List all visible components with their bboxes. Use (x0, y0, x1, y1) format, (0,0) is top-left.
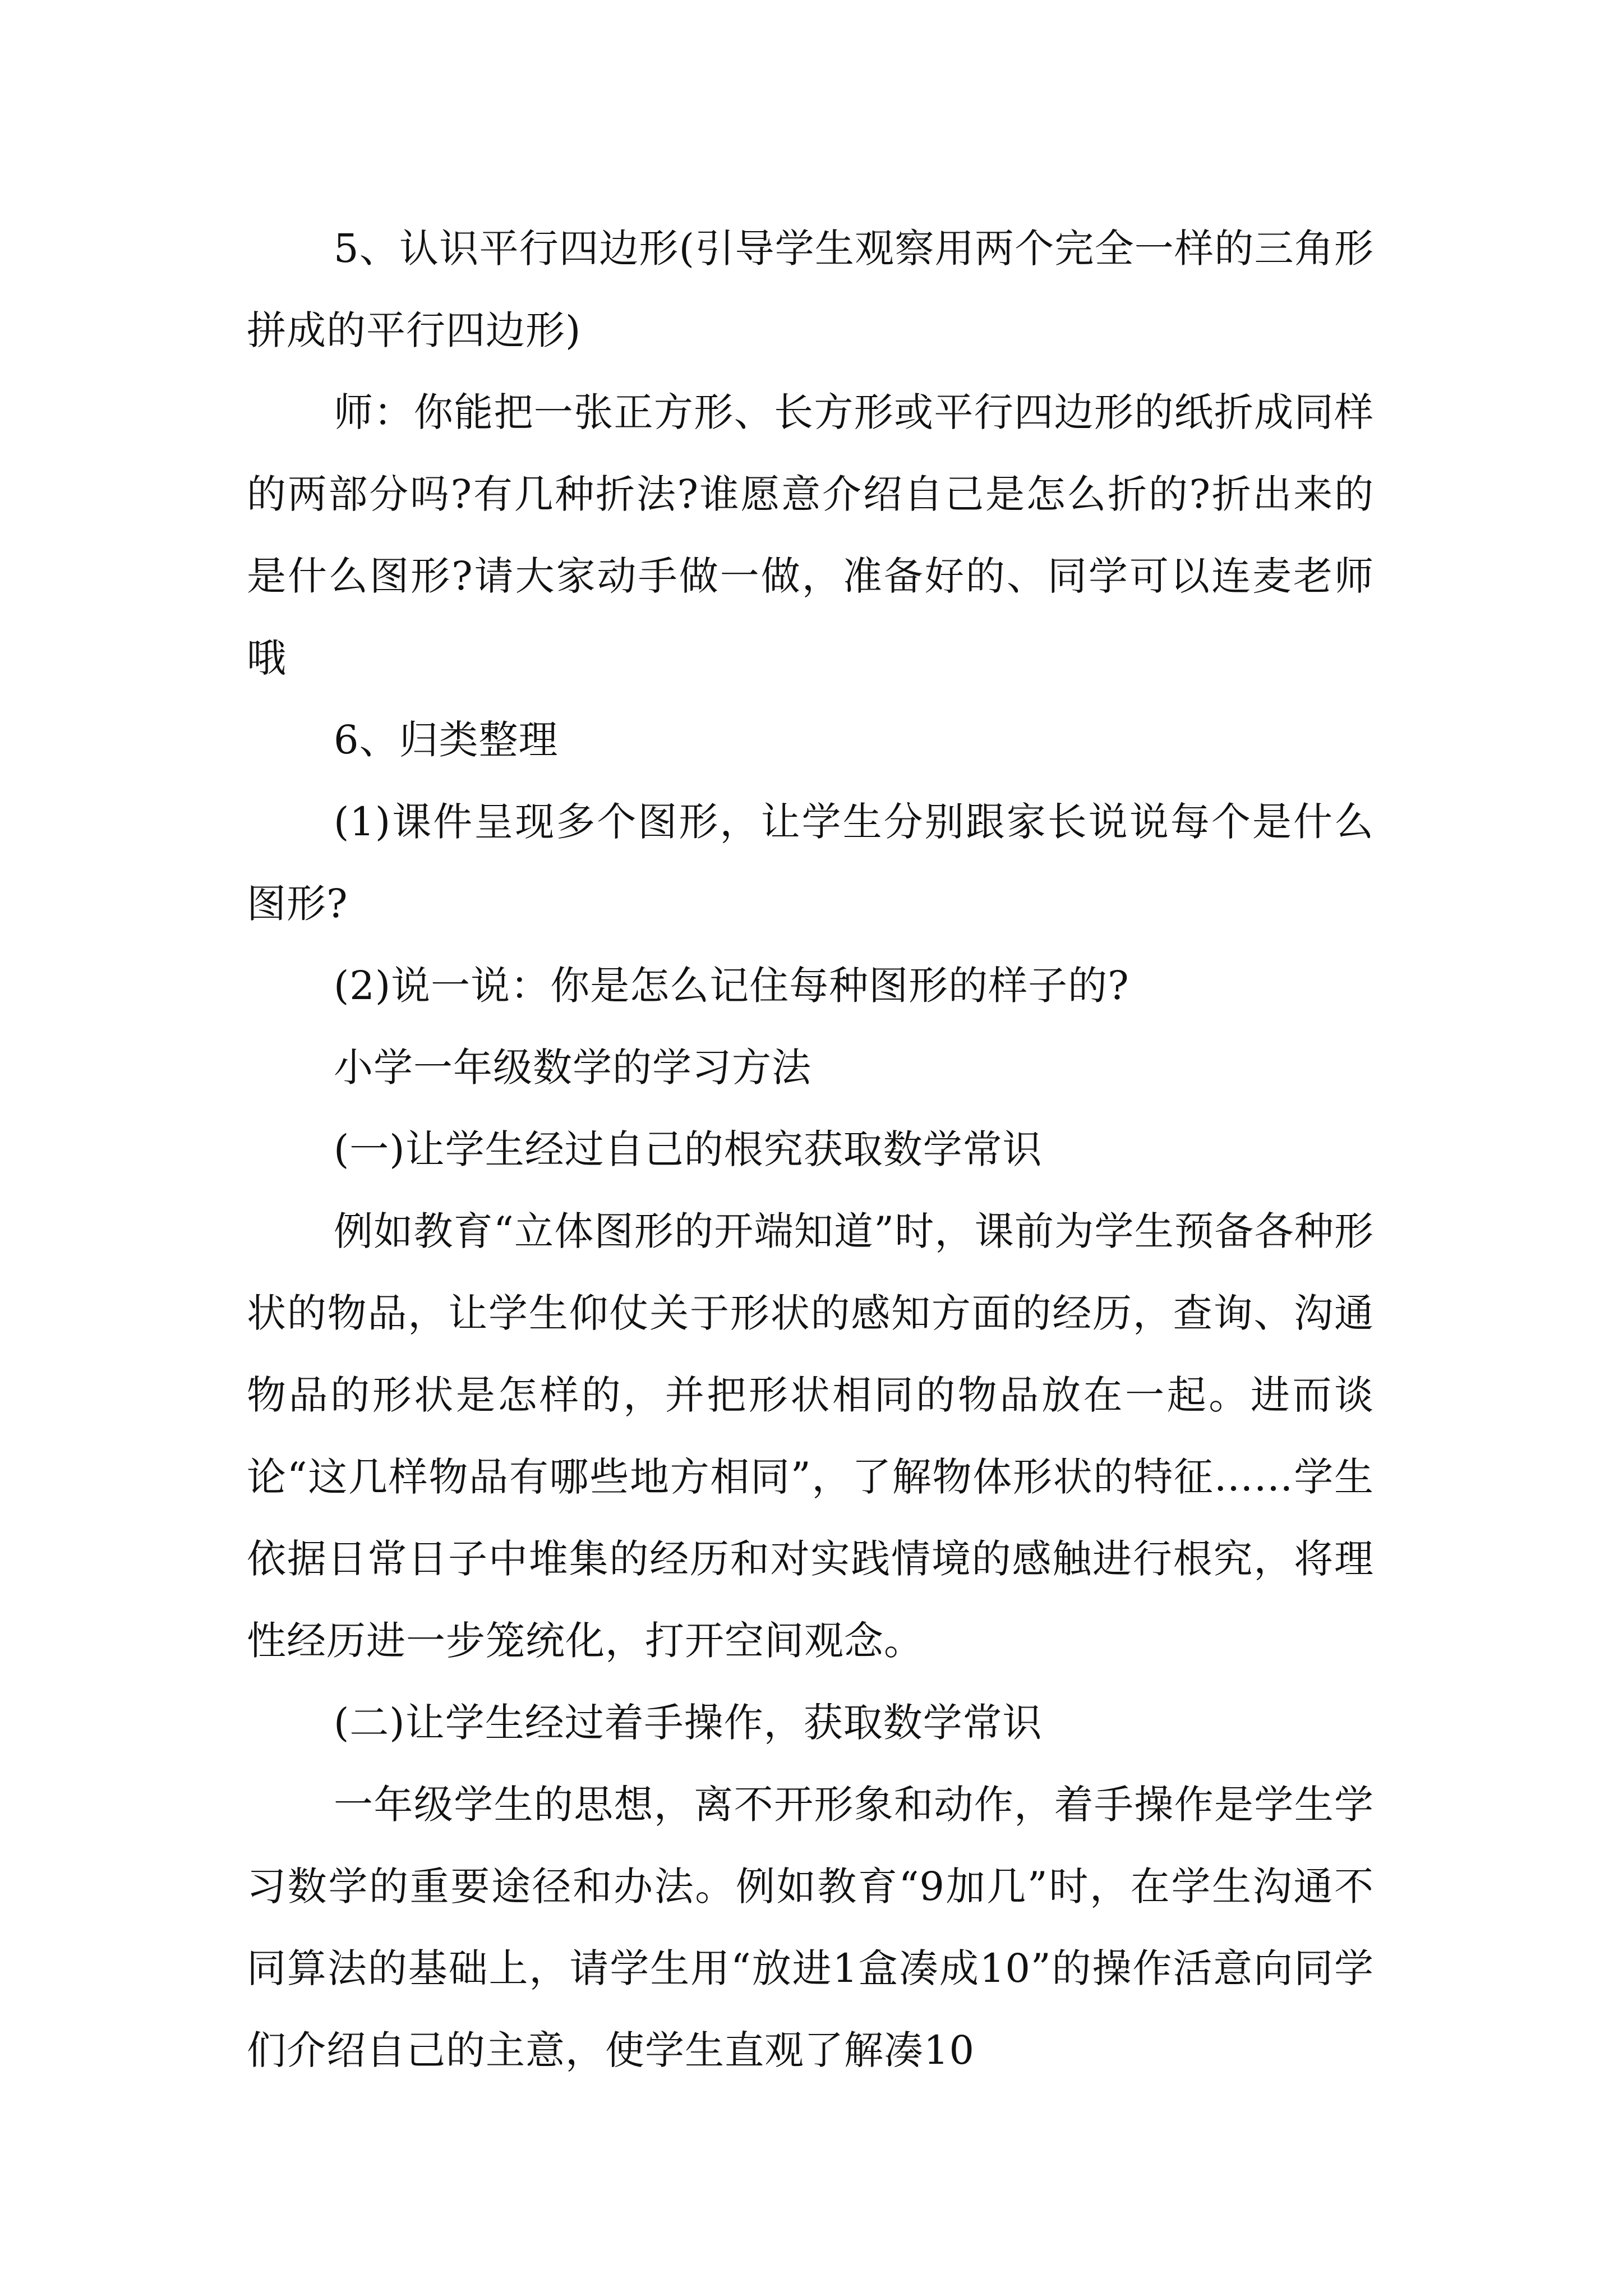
paragraph-classify-2: (2)说一说：你是怎么记住每种图形的样子的? (334, 963, 1129, 1009)
paragraph-method-1-heading: (一)让学生经过自己的根究获取数学常识 (334, 1126, 1043, 1172)
paragraph-method-2-heading: (二)让学生经过着手操作，获取数学常识 (334, 1700, 1043, 1746)
document-body (247, 208, 1374, 2091)
paragraph-parallelogram: 5、认识平行四边形(引导学生观察用两个完全一样的三角形拼成的平行四边形) (247, 226, 1374, 353)
paragraph-classify-heading: 6、归类整理 (334, 717, 559, 763)
paragraph-teacher-folding: 师：你能把一张正方形、长方形或平行四边形的纸折成同样的两部分吗?有几种折法?谁愿意介绍自己是怎么折的?折出来的是什么图形?请大家动手做一做，准备好的、同学可以连麦老师哦 (247, 389, 1374, 681)
paragraph-methods-heading: 小学一年级数学的学习方法 (334, 1045, 811, 1091)
paragraph-method-2-body: 一年级学生的思想，离不开形象和动作，着手操作是学生学习数学的重要途径和办法。例如教育“9加几”时，在学生沟通不同算法的基础上，请学生用“放进1盒凑成10”的操作活意向同学们介绍自己的主意，使学生直观了解凑10 (247, 1782, 1374, 2073)
paragraph-classify-1: (1)课件呈现多个图形，让学生分别跟家长说说每个是什么图形? (247, 799, 1374, 927)
paragraph-method-1-body: 例如教育“立体图形的开端知道”时，课前为学生预备各种形状的物品，让学生仰仗关于形状的感知方面的经历，查询、沟通物品的形状是怎样的，并把形状相同的物品放在一起。进而谈论“这几样物品有哪些地方相同”，了解物体形状的特征……学生依据日常日子中堆集的经历和对实践情境的感触进行根究，将理性经历进一步笼统化，打开空间观念。 (247, 1208, 1374, 1664)
